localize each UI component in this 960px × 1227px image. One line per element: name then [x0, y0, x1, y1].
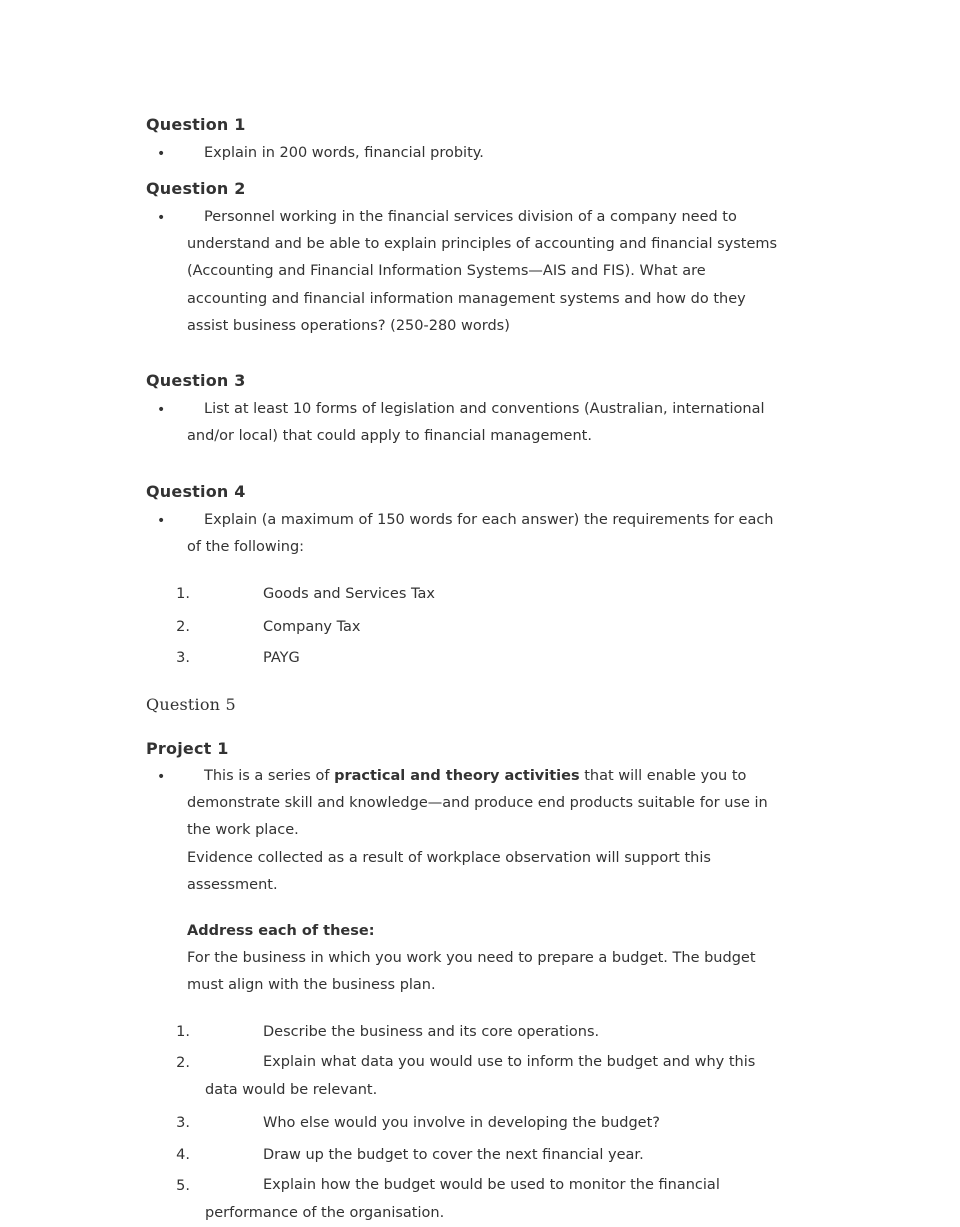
list-number: 3. [176, 650, 190, 666]
list-number: 3. [176, 1115, 190, 1131]
question-1-heading: Question 1 [146, 115, 246, 134]
list-item: Describe the business and its core operations. [263, 1024, 600, 1040]
list-item: Explain how the budget would be used to monitor the financial performance of the organisation. [205, 1177, 720, 1221]
list-number: 2. [176, 1055, 190, 1071]
question-2-heading: Question 2 [146, 179, 246, 198]
list-number: 5. [176, 1178, 190, 1194]
question-1-text: Explain in 200 words, financial probity. [204, 145, 484, 161]
address-heading: Address each of these: [187, 923, 375, 939]
bullet: • [157, 210, 166, 226]
list-item: Goods and Services Tax [263, 586, 435, 602]
bullet: • [157, 402, 166, 418]
bullet: • [157, 146, 166, 162]
question-3-text: List at least 10 forms of legislation and conventions (Australian, international and/or local) that could apply to financial management. [187, 401, 765, 445]
list-number: 1. [176, 1024, 190, 1040]
list-number: 1. [176, 586, 190, 602]
intro-text-start: This is a series of [204, 768, 335, 784]
list-item: Explain what data you would use to inform the budget and why this data would be relevant. [205, 1054, 756, 1098]
bullet: • [157, 769, 166, 785]
intro-emphasis: practical and theory activities [334, 768, 580, 784]
question-3-heading: Question 3 [146, 371, 246, 390]
list-item: PAYG [263, 650, 300, 666]
intro-text-end: that will enable you to demonstrate skill and knowledge—and produce end products suitable for use in the work place. [187, 768, 768, 839]
question-4-heading: Question 4 [146, 482, 246, 501]
list-item: Who else would you involve in developing the budget? [263, 1115, 660, 1131]
bullet: • [157, 513, 166, 529]
question-4-text: Explain (a maximum of 150 words for each answer) the requirements for each of the following: [187, 512, 774, 556]
project-1-intro [187, 763, 787, 845]
list-item: Draw up the budget to cover the next financial year. [263, 1147, 644, 1163]
budget-task: For the business in which you work you need to prepare a budget. The budget must align with the business plan. [187, 950, 756, 994]
list-number: 2. [176, 619, 190, 635]
project-1-heading: Project 1 [146, 739, 229, 758]
list-item: Company Tax [263, 619, 361, 635]
question-2-text: Personnel working in the financial services division of a company need to understand and be able to explain principles of accounting and financial systems (Accounting and Financial Information Systems—AIS and FIS). What are accounting and financial information management systems and how do they assist business operations? (250-280 words) [187, 209, 778, 334]
project-1-evidence: Evidence collected as a result of workplace observation will support this assessment. [187, 850, 711, 894]
question-5-heading: Question 5 [146, 695, 236, 714]
list-number: 4. [176, 1147, 190, 1163]
